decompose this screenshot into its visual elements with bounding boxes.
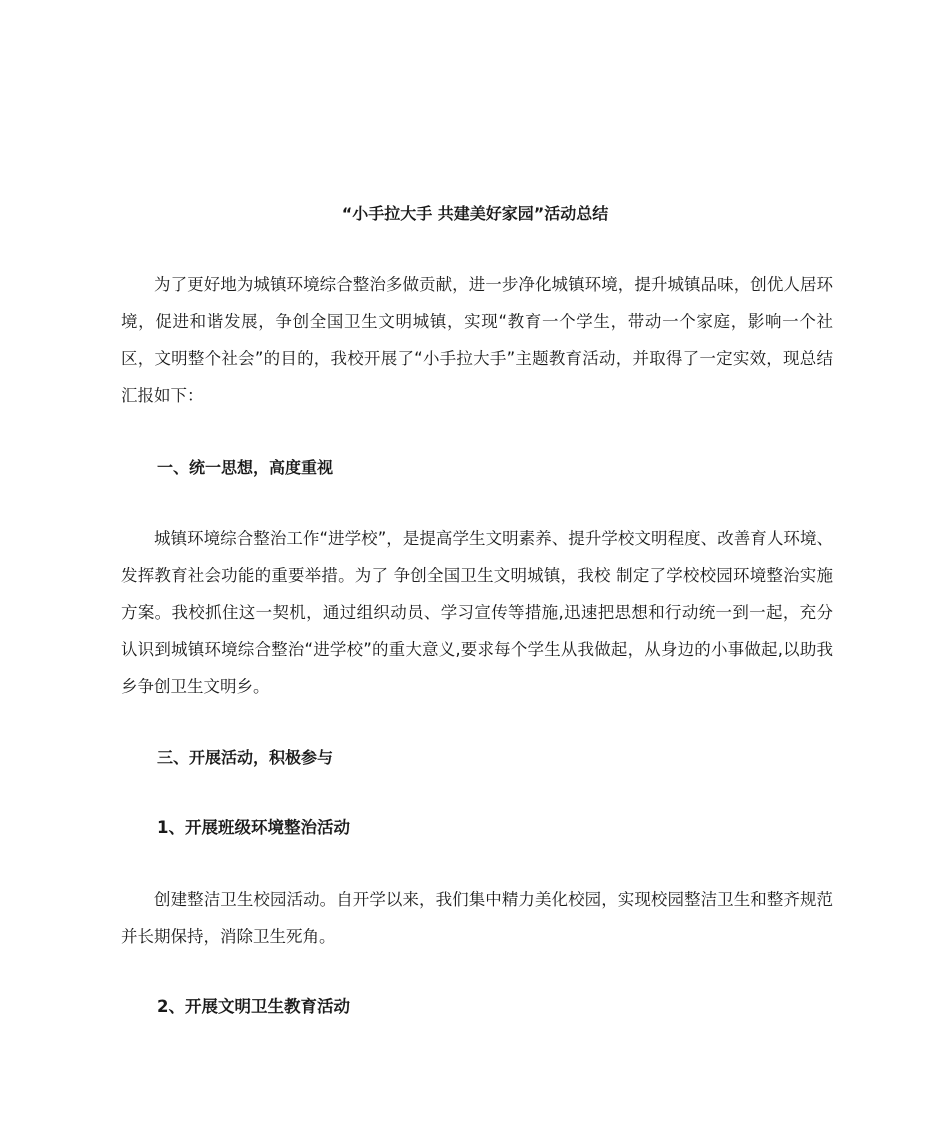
item-1-paragraph: 创建整洁卫生校园活动。自开学以来，我们集中精力美化校园，实现校园整洁卫生和整齐规范并长期保持，消除卫生死角。 xyxy=(121,890,833,946)
section-1-paragraph: 城镇环境综合整治工作“进学校”，是提高学生文明素养、提升学校文明程度、改善育人环境、发挥教育社会功能的重要举措。为了 争创全国卫生文明城镇，我校 制定了学校校园环境整治实施方案。我校抓住这一契机，通过组织动员、学习宣传等措施,迅速把思想和行动统一到一起，充分认识到城镇环境综合整治“进学校”的重大意义,要求每个学生从我做起，从身边的小事做起,以助我乡争创卫生文明乡。 xyxy=(121,529,833,696)
section-1-heading: 一、统一思想，高度重视 xyxy=(157,458,334,477)
intro-paragraph: 为了更好地为城镇环境综合整治多做贡献，进一步净化城镇环境，提升城镇品味，创优人居环境，促进和谐发展，争创全国卫生文明城镇，实现“教育一个学生，带动一个家庭，影响一个社区，文明整个社会”的目的，我校开展了“小手拉大手”主题教育活动，并取得了一定实效，现总结汇报如下： xyxy=(121,275,833,405)
item-2-heading: 2、开展文明卫生教育活动 xyxy=(157,997,350,1016)
item-1-heading: 1、开展班级环境整治活动 xyxy=(157,818,350,837)
section-3-heading: 三、开展活动，积极参与 xyxy=(157,748,334,767)
document-title: “小手拉大手 共建美好家园”活动总结 xyxy=(341,204,609,223)
